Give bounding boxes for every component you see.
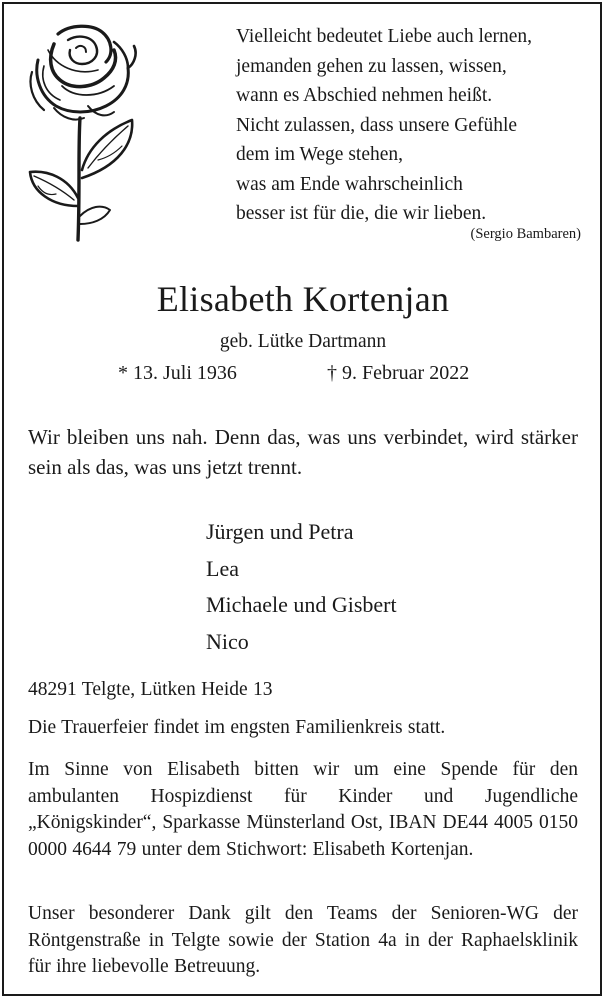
poem-line: besser ist für die, die wir lieben. (236, 203, 487, 224)
poem (236, 22, 586, 229)
poem-line: wann es Abschied nehmen heißt. (236, 85, 493, 106)
poem-line: was am Ende wahrscheinlich (236, 173, 463, 195)
mourner: Jürgen und Petra (206, 519, 354, 544)
donation-note: Im Sinne von Elisabeth bitten wir um eine Spende für den ambulanten Hospizdienst für Kinder und Jugendliche „Königskinder“, Sparkasse Münsterland Ost, IBAN DE44 4005 0150 0000 4644 79 unter dem Stichwort: Elisabeth Kortenjan. (28, 759, 578, 860)
address: 48291 Telgte, Lütken Heide 13 (28, 679, 273, 700)
poem-line: Vielleicht bedeutet Liebe auch lernen, (236, 26, 533, 47)
ceremony-note: Die Trauerfeier findet im engsten Familienkreis statt. (28, 717, 446, 738)
poem-line: Nicht zulassen, dass unsere Gefühle (236, 114, 518, 136)
thanks-note: Unser besonderer Dank gilt den Teams der Senioren-WG der Röntgenstraße in Telgte sowie der Station 4a in der Raphaelsklinik für ihre liebevolle Betreuung. (28, 903, 578, 977)
poem-attribution: (Sergio Bambaren) (470, 226, 581, 242)
deceased-name: Elisabeth Kortenjan (156, 279, 450, 319)
birth-name: geb. Lütke Dartmann (219, 331, 387, 352)
birth-date: * 13. Juli 1936 (118, 362, 237, 384)
poem-line: dem im Wege stehen, (236, 144, 404, 165)
mourner: Michaele und Gisbert (206, 592, 397, 617)
death-date: † 9. Februar 2022 (327, 362, 470, 384)
mourners-list (206, 514, 397, 660)
mourner: Lea (206, 555, 239, 581)
mourner: Nico (206, 628, 249, 654)
poem-line: jemanden gehen zu lassen, wissen, (236, 55, 507, 77)
rose-icon (18, 20, 148, 245)
motto: Wir bleiben uns nah. Denn das, was uns verbindet, wird stärker sein als das, was uns jetzt trennt. (28, 425, 578, 479)
